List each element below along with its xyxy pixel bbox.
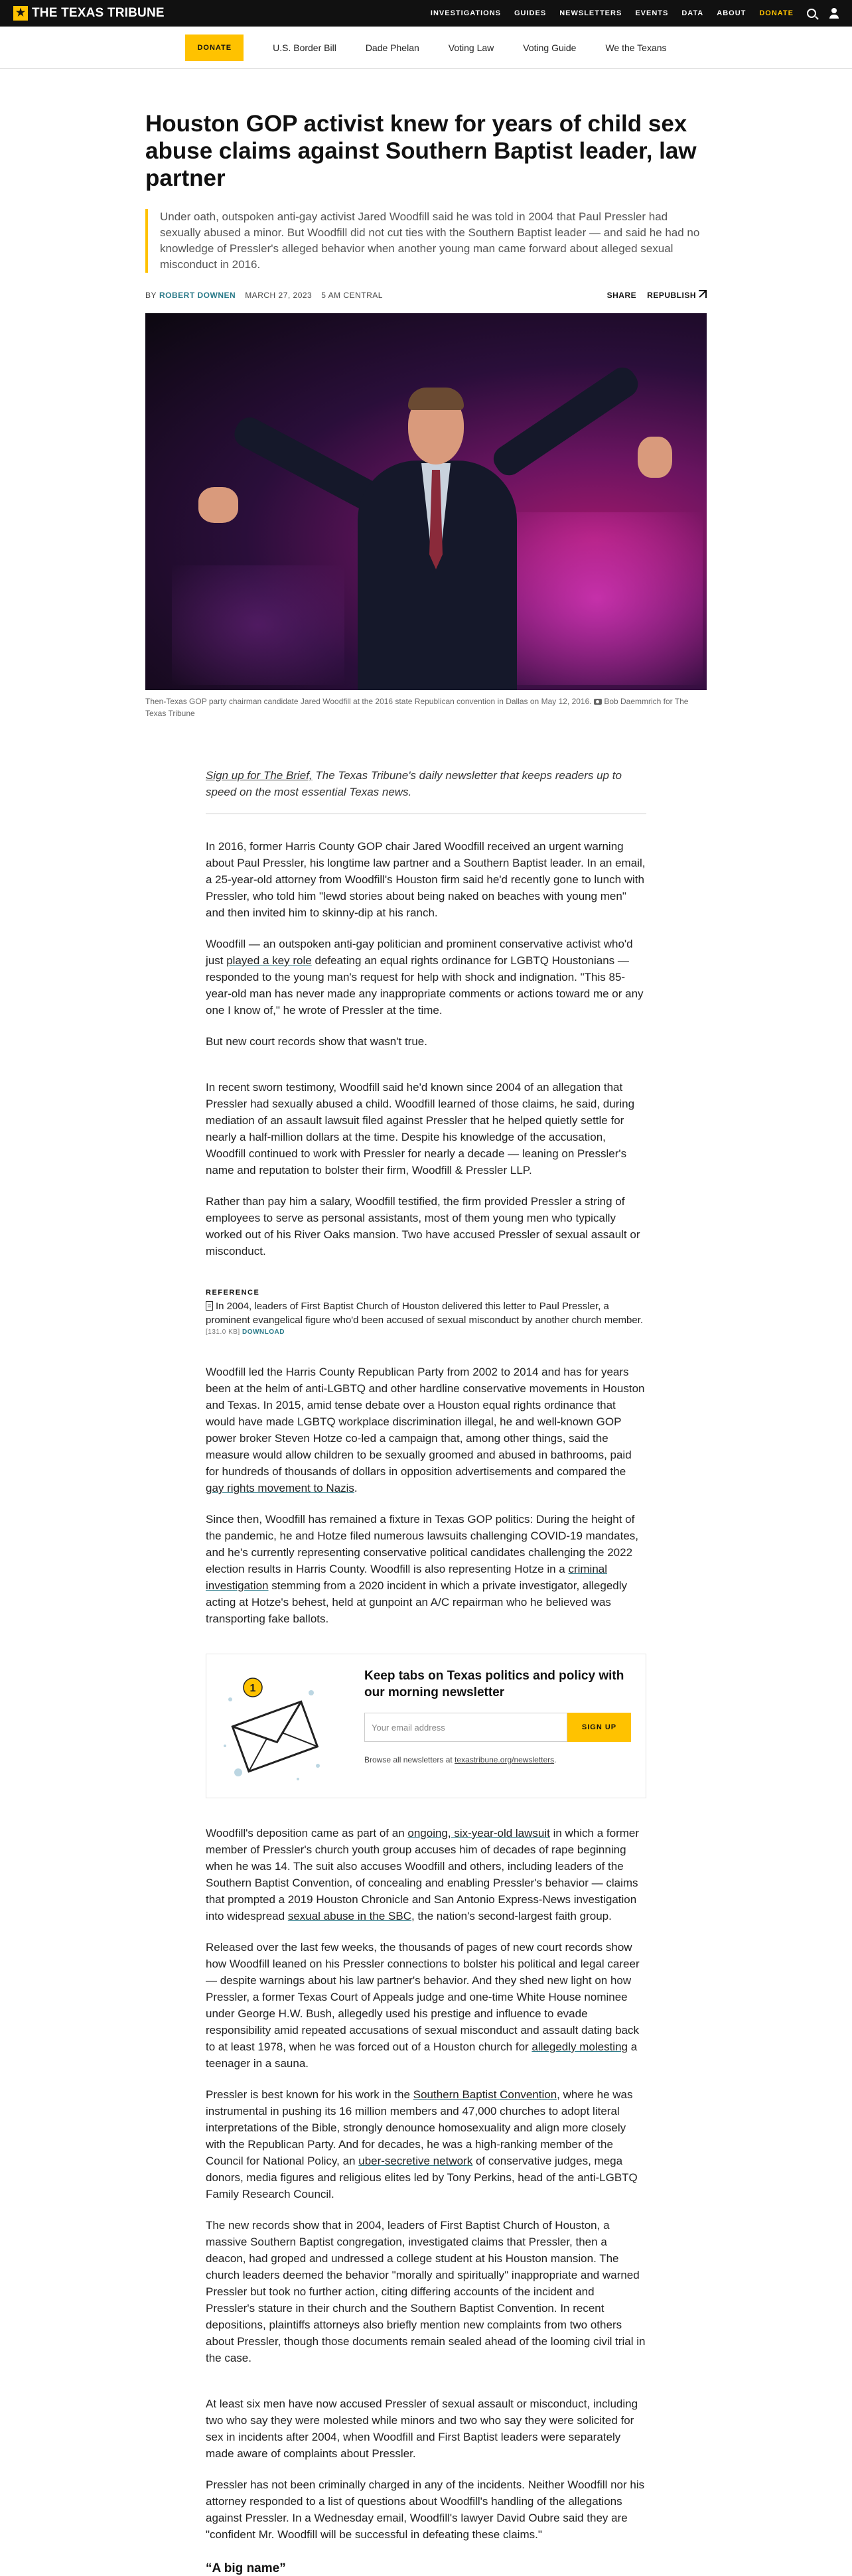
envelope-illustration-icon [218, 1673, 324, 1786]
p6-text-a: Woodfill led the Harris County Republican Party from 2002 to 2014 and has for years been at the helm of anti-LGBTQ and other hardline conservative movements in Houston and Texas. In 2015, amid tense debate over a Houston equal rights ordinance that would have made LGBTQ workplace discrimination illegal, he and well-known GOP power broker Steven Hotze co-led a campaign that, among other things, said the measure would allow children to be sexually groomed and abused in bathrooms, paid for hundreds of thousands of dollars in opposition advertisements and compared the [206, 1366, 645, 1478]
p8-text-b: in which a former member of Pressler's church youth group accuses him of decades of rape beginning when he was 14. The suit also accuses Woodfill and others, including leaders of the Southern Baptist Convention, of concealing and enabling Pressler's behavior — claims that prompted a 2019 Houston Chronicle and San Antonio Express-News investigation into widespread [206, 1827, 640, 1922]
sub-nav [0, 27, 852, 69]
lead-photo [145, 313, 707, 690]
reference-title[interactable] [206, 1299, 646, 1327]
paragraph-3: But new court records show that wasn't true. [206, 1035, 427, 1048]
search-icon[interactable] [807, 9, 816, 18]
reference-download-link[interactable]: DOWNLOAD [242, 1328, 285, 1336]
arrow-up-right-icon [699, 290, 707, 298]
nav-donate[interactable]: DONATE [759, 9, 794, 17]
link-sexual-abuse-sbc[interactable]: sexual abuse in the SBC [287, 1910, 411, 1922]
camera-icon [594, 699, 602, 705]
reference-size: [131.0 KB] [206, 1328, 240, 1336]
byline [145, 290, 707, 300]
reference-document [206, 1289, 646, 1336]
browse-text: Browse all newsletters at [364, 1755, 455, 1764]
subnav-link-we-the-texans[interactable]: We the Texans [605, 42, 667, 53]
p2-text-b: defeating an equal rights ordinance for LGBTQ Houstonians — responded to the young man's request for help with shock and indignation. "This 85-year-old man has never made any inappropriate comments or actions toward me or any one I know of," he wrote of Pressler at the time. [206, 954, 644, 1017]
caption-text: Then-Texas GOP party chairman candidate Jared Woodfill at the 2016 state Republican convention in Dallas on May 12, 2016. [145, 697, 592, 706]
newsletter-signup-box [206, 1654, 646, 1798]
paragraph-2 [206, 936, 646, 1019]
photo-hair [408, 388, 464, 410]
paragraph-12: At least six men have now accused Pressler of sexual assault or misconduct, including two who say they were molested while minors and two who say they were solicited for sex in incidents after 2004, when Woodfill and First Baptist leaders were separately made aware of complaints about Pressler. [206, 2397, 638, 2460]
p2-text-a: Woodfill — an outspoken anti-gay politician and prominent conservative activist who'd just [206, 938, 633, 967]
newsletter-promo [206, 767, 646, 800]
republish-label: REPUBLISH [647, 291, 696, 300]
p9-text-a: Released over the last few weeks, the thousands of pages of new court records show how Woodfill leaned on his Pressler connections to bolster his political and legal career — despite warnings about his law partner's behavior. And they shed new light on how Pressler, a former Texas Court of Appeals judge and one-time White House nominee under George H.W. Bush, allegedly used his prestige and influence to evade responsibility amid repeated accusations of sexual misconduct and assault dating back to at least 1978, when he was forced out of a Houston church for [206, 1941, 640, 2053]
p8-text-a: Woodfill's deposition came as part of an [206, 1827, 408, 1839]
photo-hand-right [638, 437, 672, 478]
photo-caption [145, 695, 707, 719]
nav-events[interactable]: EVENTS [635, 9, 669, 17]
photo-hand-left [198, 487, 238, 523]
nav-guides[interactable]: GUIDES [514, 9, 547, 17]
publish-date: MARCH 27, 2023 [245, 290, 313, 300]
p7-text-b: stemming from a 2020 incident in which a private investigator, allegedly acting at Hotze's behest, held at gunpoint an A/C repairman who he believed was transporting fake ballots. [206, 1579, 628, 1625]
reference-title-text: In 2004, leaders of First Baptist Church of Houston delivered this letter to Paul Pressler, a prominent evangelical figure who'd been accused of sexual misconduct by another church member. [206, 1301, 644, 1326]
nav-newsletters[interactable]: NEWSLETTERS [559, 9, 622, 17]
p9-text-b: a teenager in a sauna. [206, 2040, 638, 2070]
republish-button[interactable] [647, 290, 707, 300]
logo-text: THE TEXAS TRIBUNE [32, 6, 165, 20]
photo-credit: Bob Daemmrich for The Texas Tribune [145, 697, 689, 718]
nav-data[interactable]: DATA [681, 9, 704, 17]
subnav-link-voting-guide[interactable]: Voting Guide [523, 42, 577, 53]
browse-newsletters-link[interactable]: texastribune.org/newsletters [455, 1755, 555, 1764]
p6-text-b: . [354, 1482, 358, 1494]
link-played-key-role[interactable]: played a key role [226, 954, 312, 967]
reference-meta [206, 1328, 646, 1336]
paragraph-1: In 2016, former Harris County GOP chair Jared Woodfill received an urgent warning about Paul Pressler, his longtime law partner and a Southern Baptist leader. In an email, a 25-year-old attorney from Woodfill's Houston firm said he'd recently gone to lunch with Pressler, who told him "lewd stories about being naked on beaches with young men" and then invited him to skinny-dip at his ranch. [206, 840, 646, 919]
user-account-icon[interactable] [829, 8, 839, 19]
byline-actions [607, 290, 707, 300]
paragraph-13: Pressler has not been criminally charged in any of the incidents. Neither Woodfill nor his attorney responded to a list of questions about Woodfill's handling of the allegations against Pressler. In a Wednesday email, Woodfill's lawyer David Oubre said they are "confident Mr. Woodfill will be successful in defeating these claims." [206, 2478, 645, 2541]
paragraph-4: In recent sworn testimony, Woodfill said he'd known since 2004 of an allegation that Pressler had sexually abused a child. Woodfill learned of those claims, he said, during mediation of an assault lawsuit filed against Pressler that he helped quietly settle for nearly a half-million dollars at the time. Despite his knowledge of the accusation, Woodfill continued to work with Pressler for nearly a decade — leaning on Pressler's name and reputation to bolster their firm, Woodfill & Pressler LLP. [206, 1081, 635, 1177]
nav-investigations[interactable]: INVESTIGATIONS [430, 9, 501, 17]
p10-text-c: of conservative judges, mega donors, media figures and religious elites led by Tony Perkins, head of the anti-LGBTQ Family Research Council. [206, 2155, 638, 2200]
subnav-link-border-bill[interactable]: U.S. Border Bill [273, 42, 336, 53]
paragraph-5: Rather than pay him a salary, Woodfill testified, the firm provided Pressler a string of employees to serve as personal assistants, most of them young men who typically worked out of his River Oaks mansion. Two have accused Pressler of sexual assault or misconduct. [206, 1195, 640, 1257]
sign-up-button[interactable]: SIGN UP [567, 1713, 631, 1742]
nav-links [431, 8, 839, 19]
newsletter-heading: Keep tabs on Texas politics and policy with our morning newsletter [364, 1669, 624, 1699]
paragraph-6 [206, 1364, 646, 1496]
newsletter-promo-text: The Texas Tribune's daily newsletter that keeps readers up to speed on the most essential Texas news. [206, 769, 622, 798]
article-body [206, 767, 646, 2576]
newsletter-promo-link[interactable]: Sign up for The Brief, [206, 769, 313, 782]
stage-light [490, 512, 703, 685]
notification-badge-count: 1 [249, 1683, 256, 1694]
link-uber-secretive-network[interactable]: uber-secretive network [358, 2155, 473, 2167]
link-criminal-investigation[interactable]: criminal investigation [206, 1563, 608, 1592]
p10-text-b: , where he was instrumental in pushing its 16 million members and 47,000 churches to adopt literal interpretations of the Bible, strongly denounce homosexuality and align more closely with the Republican Party. And for decades, he was a high-ranking member of the Council for National Policy, an [206, 2088, 633, 2167]
link-southern-baptist-convention[interactable]: Southern Baptist Convention [413, 2088, 557, 2101]
p7-text-a: Since then, Woodfill has remained a fixture in Texas GOP politics: During the height of the pandemic, he and Hotze filed numerous lawsuits challenging COVID-19 mandates, and he's currently representing conservative political candidates challenging the 2022 election results in Harris County. Woodfill is also representing Hotze in a [206, 1513, 639, 1575]
article-header [145, 110, 707, 719]
paragraph-8 [206, 1825, 646, 1924]
top-nav [0, 0, 852, 27]
subnav-link-dade-phelan[interactable]: Dade Phelan [365, 42, 419, 53]
photo-arm-right [488, 362, 643, 480]
author-link[interactable]: ROBERT DOWNEN [159, 290, 236, 300]
share-button[interactable]: SHARE [606, 290, 637, 300]
stage-light-left [172, 565, 344, 685]
paragraph-9 [206, 1939, 646, 2072]
paragraph-10 [206, 2086, 646, 2202]
reference-label: REFERENCE [206, 1289, 260, 1297]
p10-text-a: Pressler is best known for his work in the [206, 2088, 413, 2101]
byline-by: BY [145, 290, 157, 300]
site-logo[interactable] [13, 6, 165, 21]
star-logo-icon: ★ [13, 6, 28, 21]
browse-newsletters [364, 1755, 556, 1764]
email-input[interactable]: Your email address [364, 1713, 567, 1742]
link-gay-rights-nazis[interactable]: gay rights movement to Nazis [206, 1482, 354, 1494]
paragraph-11: The new records show that in 2004, leaders of First Baptist Church of Houston, a massive Southern Baptist congregation, investigated claims that Pressler, then a deacon, had groped and undressed a college student at his Houston mansion. The church leaders deemed the behavior "morally and spiritually" inappropriate and warned Pressler but took no further action, citing differing accounts of the incident and Pressler's stature in their church and the Southern Baptist Convention. In recent depositions, plaintiffs attorneys also briefly mention new complaints from two others about Pressler, though those documents remain sealed ahead of the looming civil trial in the case. [206, 2219, 646, 2364]
section-subhead: “A big name” [206, 2561, 286, 2575]
subnav-donate-button[interactable]: DONATE [185, 35, 244, 61]
publish-time: 5 AM CENTRAL [321, 290, 383, 300]
article-dek: Under oath, outspoken anti-gay activist Jared Woodfill said he was told in 2004 that Paul Pressler had sexually abused a minor. But Woodfill did not cut ties with the Southern Baptist leader — and said he had no knowledge of Pressler's alleged behavior when another young man came forward about alleged sexual misconduct in 2016. [145, 209, 707, 273]
link-allegedly-molesting[interactable]: allegedly molesting [532, 2040, 628, 2053]
document-icon [206, 1301, 213, 1311]
paragraph-7 [206, 1511, 646, 1627]
article-headline: Houston GOP activist knew for years of child sex abuse claims against Southern Baptist leader, law partner [145, 111, 697, 191]
subnav-link-voting-law[interactable]: Voting Law [448, 42, 494, 53]
nav-about[interactable]: ABOUT [717, 9, 746, 17]
link-ongoing-lawsuit[interactable]: ongoing, six-year-old lawsuit [407, 1827, 550, 1839]
browse-end: . [554, 1755, 557, 1764]
p8-text-c: , the nation's second-largest faith group. [411, 1910, 612, 1922]
